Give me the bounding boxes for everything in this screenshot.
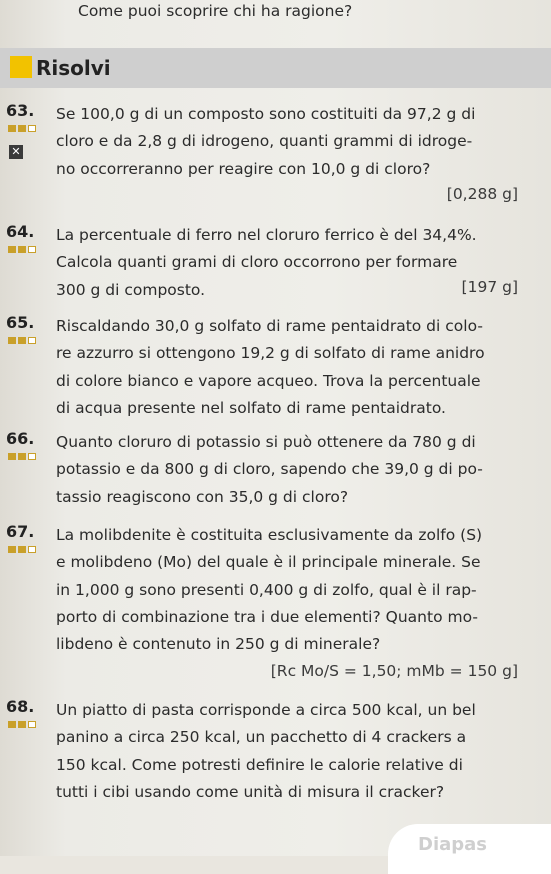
calculator-icon: ✕ (9, 145, 23, 159)
corner-label: Diapas (418, 834, 488, 855)
text-line: in 1,000 g sono presenti 0,400 g di zolfo, qual è il rap- (56, 580, 477, 599)
text-line: no occorreranno per reagire con 10,0 g di cloro? (56, 159, 431, 178)
text-line: e molibdeno (Mo) del quale è il principale minerale. Se (56, 553, 481, 572)
exercise-number: 68. (6, 697, 35, 716)
text-line: tassio reagiscono con 35,0 g di cloro? (56, 487, 349, 506)
difficulty-indicator (8, 337, 36, 344)
text-line: La percentuale di ferro nel cloruro ferrico è del 34,4%. (56, 226, 477, 244)
text-line: cloro e da 2,8 g di idrogeno, quanti grammi di idroge- (56, 132, 473, 151)
difficulty-indicator (8, 453, 36, 460)
text-line: 300 g di composto. (56, 280, 206, 299)
text-line: Se 100,0 g di un composto sono costituiti da 97,2 g di (56, 105, 476, 123)
text-line: Un piatto di pasta corrisponde a circa 500 kcal, un bel (56, 701, 476, 719)
exercise-text (56, 101, 518, 183)
exercise-answer: [Rc Mo/S = 1,50; mMb = 150 g] (270, 662, 518, 680)
text-line: porto di combinazione tra i due elementi? Quanto mo- (56, 607, 478, 626)
text-line: La molibdenite è costituita esclusivamente da zolfo (S) (56, 526, 483, 544)
text-line: Quanto cloruro di potassio si può ottenere da 780 g di (56, 433, 476, 451)
exercise-number: 63. (6, 101, 35, 120)
text-line: Riscaldando 30,0 g solfato di rame pentaidrato di colo- (56, 317, 483, 335)
difficulty-indicator (8, 246, 36, 253)
exercise-text (56, 522, 518, 658)
text-line: panino a circa 250 kcal, un pacchetto di 4 crackers a (56, 728, 467, 747)
top-question-line: Come puoi scoprire chi ha ragione? (78, 2, 353, 20)
text-line: Calcola quanti grami di cloro occorrono per formare (56, 253, 458, 272)
section-title: Risolvi (36, 56, 111, 80)
exercise-number: 67. (6, 522, 35, 541)
difficulty-indicator (8, 125, 36, 132)
exercise-answer: [0,288 g] (446, 185, 518, 203)
text-line: libdeno è contenuto in 250 g di minerale? (56, 635, 381, 654)
exercise-number: 66. (6, 429, 35, 448)
exercise-number: 65. (6, 313, 35, 332)
text-line: re azzurro si ottengono 19,2 g di solfato di rame anidro (56, 344, 485, 363)
text-line: potassio e da 800 g di cloro, sapendo che 39,0 g di po- (56, 460, 483, 479)
text-line: 150 kcal. Come potresti definire le calorie relative di (56, 755, 463, 774)
exercise-text (56, 697, 518, 806)
exercise-text (56, 313, 518, 422)
exercise-number: 64. (6, 222, 35, 241)
difficulty-indicator (8, 721, 36, 728)
exercise-answer: [197 g] (461, 278, 518, 296)
text-line: di acqua presente nel solfato di rame pentaidrato. (56, 398, 446, 417)
text-line: di colore bianco e vapore acqueo. Trova la percentuale (56, 371, 481, 390)
exercise-text (56, 429, 518, 511)
text-line: tutti i cibi usando come unità di misura il cracker? (56, 782, 445, 801)
section-marker-icon (10, 56, 32, 78)
exercise-text (56, 222, 518, 304)
difficulty-indicator (8, 546, 36, 553)
